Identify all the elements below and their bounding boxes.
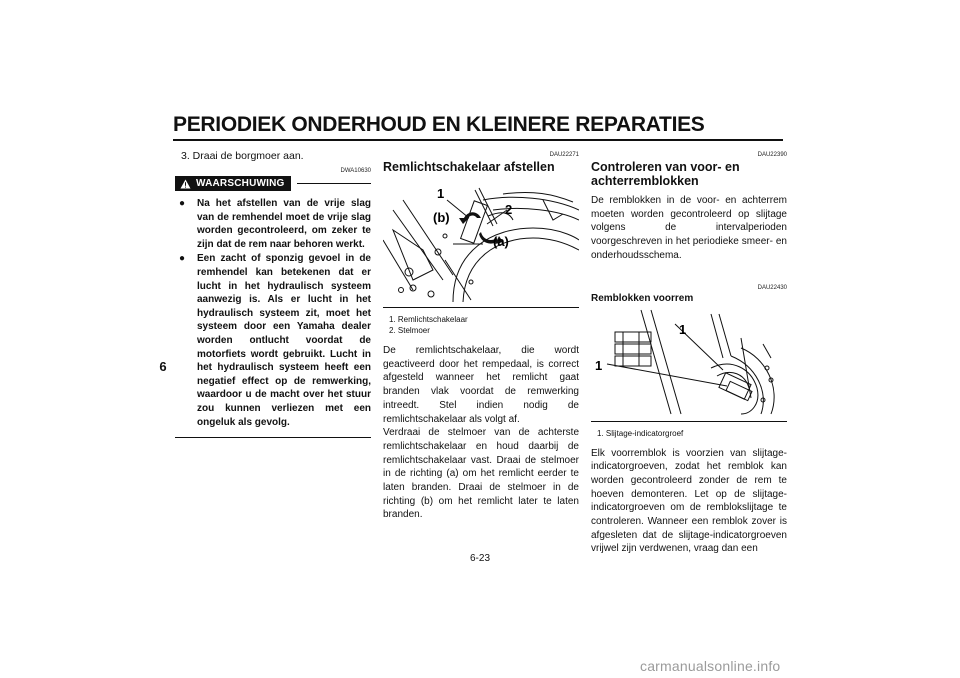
column-right [591,150,787,556]
column-left [175,150,371,438]
warning-label: WAARSCHUWING [196,178,285,189]
paragraph: De remblokken in de voor- en achterrem moeten worden gecontroleerd op slijtage volgens de intervalperioden voorgeschreven in het periodieke smeer- en onderhoudsschema. [591,195,787,261]
figure-label-a: (a) [493,234,509,249]
warning-list [175,197,371,429]
page-title: PERIODIEK ONDERHOUD EN KLEINERE REPARATIES [173,113,705,136]
warning-code: DWA10630 [340,168,371,174]
step-text: 3. Draai de borgmoer aan. [181,150,304,162]
section-title: Remlichtschakelaar afstellen [383,160,555,174]
warning-header [175,176,371,191]
figure-brake-pads [591,308,787,422]
column-middle [383,150,579,522]
page-number: 6-23 [469,553,490,564]
figure-label-1: 1 [437,186,445,201]
warning-badge [175,176,291,191]
bullet-icon: ● [179,198,186,209]
figure-caption: 1. Slijtage-indicatorgroef [597,428,684,438]
figure-brake-switch [383,180,579,308]
paragraph: De remlichtschakelaar, die wordt geactiveerd door het rempedaal, is correct afgesteld wanneer het remlicht gaat branden vlak voordat de remwerking intreedt. Stel indien nodig de remlichtschakelaar als volgt af. [383,345,579,425]
section-title: Controleren van voor- en achterremblokken [591,160,740,188]
title-rule [173,139,783,141]
figure-label-2: 2 [505,202,513,217]
chapter-tab: 6 [159,359,167,374]
warning-end-rule [175,437,371,438]
figure-label-1: 1 [595,357,603,373]
figure-label-1: 1 [679,321,687,337]
brake-pad-illustration [591,308,787,416]
figure-label-b: (b) [433,210,450,225]
figure-caption: 1. Remlichtschakelaar 2. Stelmoer [389,315,468,335]
bullet-icon: ● [179,253,186,265]
paragraph: Verdraai de stelmoer van de achterste remlichtschakelaar en houd daarbij de remlichtschakelaar vast. Draai de stelmoer in de richting (a) om het remlicht eerder te laten branden. Draai de stelmoer in de richting (b) om het remlicht later te laten branden. [383,427,579,521]
brake-switch-illustration [383,180,579,302]
section-code: DAU22390 [757,152,787,158]
warning-item: ● Een zacht of sponzig gevoel in de remhendel kan betekenen dat er lucht in het hydraulisch systeem aanwezig is. Als er lucht in het hydraulisch systeem zit, moet het systeem door een Yamaha dealer worden ontlucht voordat de motorfiets wordt gebruikt. Lucht in het hydraulisch systeem heeft een negatief effect op de remwerking, waardoor u de macht over het stuur zou kunnen verliezen met een ongeluk als gevolg. [179,253,371,428]
watermark: carmanualsonline.info [640,658,781,674]
section-code: DAU22271 [549,152,579,158]
subsection-title: Remblokken voorrem [591,292,694,304]
subsection-code: DAU22430 [757,284,787,291]
paragraph: Elk voorremblok is voorzien van slijtage-indicatorgroeven, zodat het remblok kan worden gecontroleerd zonder de rem te hoeven demonteren. Let op de slijtage-indicatorgroeven om de remblokslijtage te controleren. Wanneer een remblok zover is afgesleten dat de slijtage-indicatorgroeven vrijwel zijn verdwenen, vraag dan een [591,447,787,555]
warning-triangle-icon [180,179,191,189]
warning-item: ● Na het afstellen van de vrije slag van de remhendel moet de vrije slag worden gecontroleerd, om zeker te zijn dat de rem naar behoren werkt. [179,198,371,250]
warning-rule [297,183,371,184]
